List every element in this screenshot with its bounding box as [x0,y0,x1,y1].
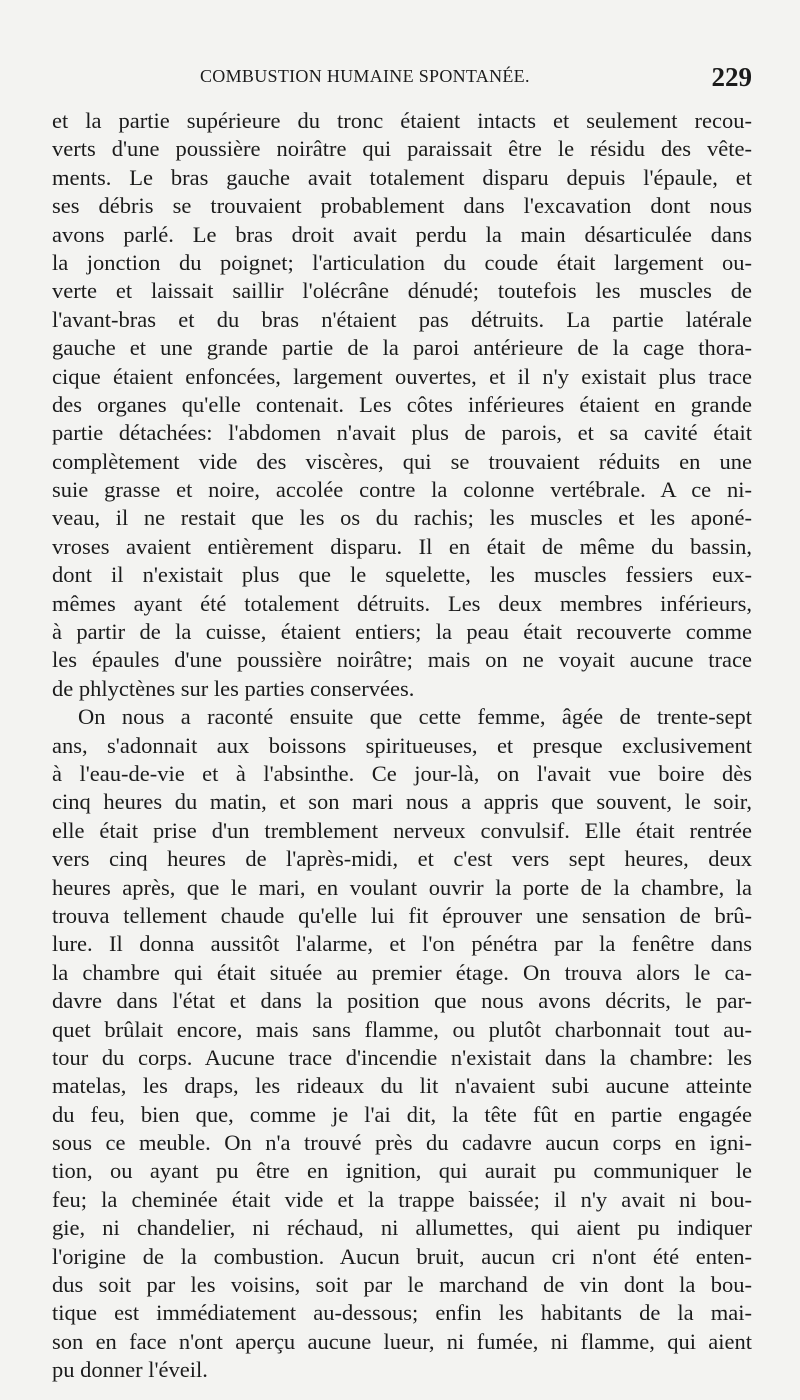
text-line: les épaules d'une poussière noirâtre; mais on ne voyait aucune trace [52,647,752,673]
running-title: COMBUSTION HUMAINE SPONTANÉE. [200,66,530,86]
text-line: l'avant-bras et du bras n'étaient pas détruits. La partie latérale [52,306,752,332]
text-line: heures après, que le mari, en voulant ouvrir la porte de la chambre, la [52,874,752,900]
text-line: tion, ou ayant pu être en ignition, qui aurait pu communiquer le [52,1158,752,1184]
text-line: son en face n'ont aperçu aucune lueur, ni fumée, ni flamme, qui aient [52,1328,752,1354]
text-line: vers cinq heures de l'après-midi, et c'est vers sept heures, deux [52,846,752,872]
text-line: et la partie supérieure du tronc étaient intacts et seulement recou- [52,108,752,133]
text-line: la chambre qui était située au premier étage. On trouva alors le ca- [52,959,752,985]
text-line: ans, s'adonnait aux boissons spiritueuses, et presque exclusivement [52,732,752,758]
text-line: des organes qu'elle contenait. Les côtes inférieures étaient en grande [52,391,752,417]
text-line: dont il n'existait plus que le squelette, les muscles fessiers eux- [52,562,752,588]
text-line: sous ce meuble. On n'a trouvé près du cadavre aucun corps en igni- [52,1130,752,1156]
text-line: gie, ni chandelier, ni réchaud, ni allumettes, qui aient pu indiquer [52,1215,752,1241]
text-line: tour du corps. Aucune trace d'incendie n'existait dans la chambre: les [52,1044,752,1070]
body-text [52,107,752,1385]
text-line: quet brûlait encore, mais sans flamme, ou plutôt charbonnait tout au- [52,1016,752,1042]
page-header [52,60,752,100]
text-line: suie grasse et noire, accolée contre la colonne vertébrale. A ce ni- [52,477,752,503]
text-line: ses débris se trouvaient probablement dans l'excavation dont nous [52,193,752,219]
text-line: la jonction du poignet; l'articulation du coude était largement ou- [52,249,752,275]
text-line: matelas, les draps, les rideaux du lit n'avaient subi aucune atteinte [52,1073,752,1099]
text-line: dus soit par les voisins, soit par le marchand de vin dont la bou- [52,1272,752,1298]
text-line: davre dans l'état et dans la position que nous avons décrits, le par- [52,988,752,1014]
text-line: mêmes ayant été totalement détruits. Les deux membres inférieurs, [52,590,752,616]
paragraph [52,107,752,703]
text-line: ments. Le bras gauche avait totalement disparu depuis l'épaule, et [52,164,752,190]
text-line: complètement vide des viscères, qui se trouvaient réduits en une [52,448,752,474]
text-line: cinq heures du matin, et son mari nous a appris que souvent, le soir, [52,789,752,815]
text-line: lure. Il donna aussitôt l'alarme, et l'on pénétra par la fenêtre dans [52,931,752,957]
text-line: elle était prise d'un tremblement nerveux convulsif. Elle était rentrée [52,817,752,843]
text-line: vroses avaient entièrement disparu. Il en était de même du bassin, [52,533,752,559]
text-line: trouva tellement chaude qu'elle lui fit éprouver une sensation de brû- [52,902,752,928]
text-line: veau, il ne restait que les os du rachis; les muscles et les aponé- [52,505,752,531]
text-line: verts d'une poussière noirâtre qui paraissait être le résidu des vête- [52,136,752,162]
text-line: du feu, bien que, comme je l'ai dit, la tête fût en partie engagée [52,1101,752,1127]
text-line: pu donner l'éveil. [52,1357,208,1383]
text-line: de phlyctènes sur les parties conservées. [52,675,415,701]
text-line: On nous a raconté ensuite que cette femme, âgée de trente-sept [78,704,752,730]
page-number: 229 [711,62,752,92]
text-line: partie détachées: l'abdomen n'avait plus de parois, et sa cavité était [52,420,752,446]
text-line: avons parlé. Le bras droit avait perdu la main désarticulée dans [52,221,752,247]
text-line: à partir de la cuisse, étaient entiers; la peau était recouverte comme [52,619,752,645]
text-line: feu; la cheminée était vide et la trappe baissée; il n'y avait ni bou- [52,1186,752,1212]
text-line: cique étaient enfoncées, largement ouvertes, et il n'y existait plus trace [52,363,752,389]
paragraph [52,703,752,1384]
text-line: tique est immédiatement au-dessous; enfin les habitants de la mai- [52,1300,752,1326]
text-line: gauche et une grande partie de la paroi antérieure de la cage thora- [52,335,752,361]
text-line: verte et laissait saillir l'olécrâne dénudé; toutefois les muscles de [52,278,752,304]
text-line: l'origine de la combustion. Aucun bruit, aucun cri n'ont été enten- [52,1243,752,1269]
text-line: à l'eau-de-vie et à l'absinthe. Ce jour-là, on l'avait vue boire dès [52,760,752,786]
